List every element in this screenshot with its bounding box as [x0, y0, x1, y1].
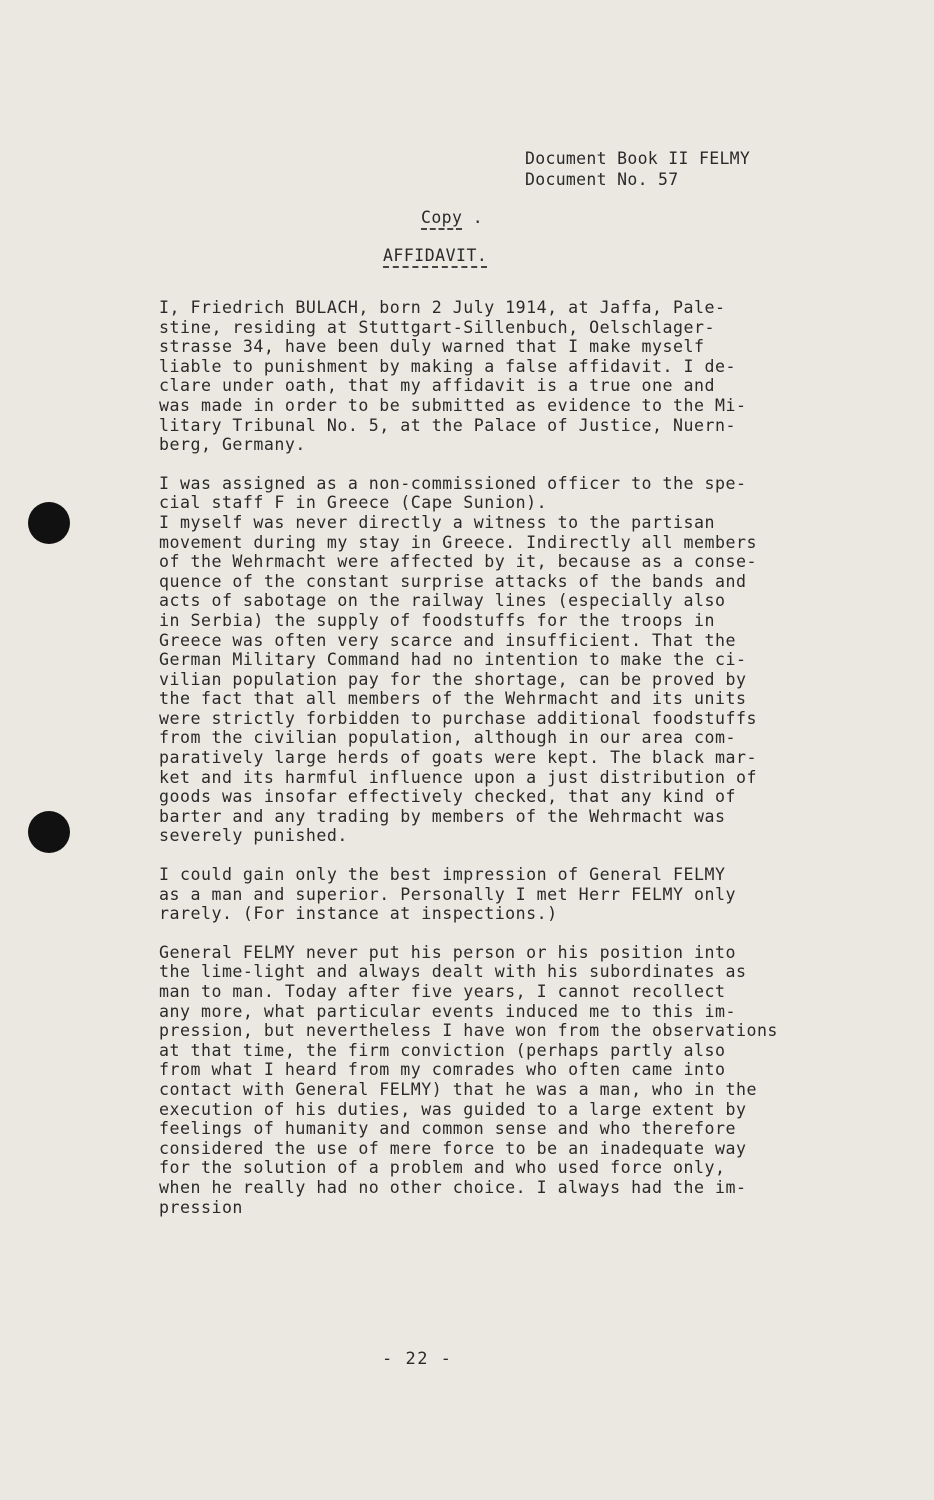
text-line: litary Tribunal No. 5, at the Palace of Justice, Nuern-: [159, 415, 736, 435]
text-line: pression, but nevertheless I have won from the observations: [159, 1021, 778, 1041]
paragraph: [159, 474, 849, 846]
text-line: pression: [159, 1197, 243, 1217]
text-line: the fact that all members of the Wehrmacht and its units: [159, 689, 747, 709]
document-number-label: Document No. 57: [525, 170, 679, 189]
text-line: was made in order to be submitted as evidence to the Mi-: [159, 395, 747, 415]
text-line: berg, Germany.: [159, 435, 306, 455]
affidavit-body: [159, 298, 849, 1236]
text-line: from the civilian population, although in our area com-: [159, 728, 736, 748]
text-line: barter and any trading by members of the Wehrmacht was: [159, 806, 726, 826]
text-line: in Serbia) the supply of foodstuffs for the troops in: [159, 610, 715, 630]
text-line: vilian population pay for the shortage, can be proved by: [159, 669, 747, 689]
text-line: acts of sabotage on the railway lines (especially also: [159, 591, 726, 611]
text-line: Greece was often very scarce and insufficient. That the: [159, 630, 736, 650]
text-line: German Military Command had no intention to make the ci-: [159, 650, 747, 670]
text-line: clare under oath, that my affidavit is a true one and: [159, 376, 715, 396]
copy-mark: .: [472, 208, 484, 227]
copy-label: Copy: [421, 208, 462, 230]
text-line: I myself was never directly a witness to the partisan: [159, 512, 715, 532]
paragraph: [159, 865, 849, 924]
text-line: for the solution of a problem and who used force only,: [159, 1158, 726, 1178]
text-line: feelings of humanity and common sense and who therefore: [159, 1119, 736, 1139]
text-line: when he really had no other choice. I always had the im-: [159, 1177, 747, 1197]
text-line: General FELMY never put his person or his position into: [159, 942, 736, 962]
affidavit-title: AFFIDAVIT.: [383, 246, 487, 268]
text-line: from what I heard from my comrades who often came into: [159, 1060, 726, 1080]
text-line: paratively large herds of goats were kept. The black mar-: [159, 748, 757, 768]
paragraph: [159, 943, 849, 1217]
text-line: I was assigned as a non-commissioned officer to the spe-: [159, 473, 747, 493]
text-line: strasse 34, have been duly warned that I make myself: [159, 337, 705, 357]
text-line: I, Friedrich BULACH, born 2 July 1914, at Jaffa, Pale-: [159, 298, 726, 317]
text-line: man to man. Today after five years, I cannot recollect: [159, 982, 726, 1001]
binder-hole-bottom: [28, 811, 70, 853]
text-line: severely punished.: [159, 826, 348, 846]
text-line: at that time, the firm conviction (perhaps partly also: [159, 1040, 726, 1060]
text-line: rarely. (For instance at inspections.): [159, 904, 558, 924]
text-line: considered the use of mere force to be an inadequate way: [159, 1138, 747, 1158]
text-line: any more, what particular events induced me to this im-: [159, 1001, 736, 1021]
text-line: cial staff F in Greece (Cape Sunion).: [159, 493, 548, 513]
text-line: as a man and superior. Personally I met Herr FELMY only: [159, 884, 736, 904]
text-line: movement during my stay in Greece. Indirectly all members: [159, 532, 757, 552]
text-line: of the Wehrmacht were affected by it, because as a conse-: [159, 552, 757, 572]
text-line: goods was insofar effectively checked, that any kind of: [159, 787, 736, 807]
text-line: execution of his duties, was guided to a large extent by: [159, 1099, 747, 1119]
text-line: I could gain only the best impression of General FELMY: [159, 865, 726, 885]
text-line: the lime-light and always dealt with his subordinates as: [159, 962, 747, 982]
text-line: liable to punishment by making a false affidavit. I de-: [159, 356, 736, 376]
paragraph: [159, 298, 849, 455]
text-line: were strictly forbidden to purchase additional foodstuffs: [159, 708, 757, 728]
text-line: ket and its harmful influence upon a just distribution of: [159, 767, 757, 787]
page-number: - 22 -: [382, 1349, 453, 1369]
copy-heading: [421, 208, 483, 227]
binder-hole-top: [28, 502, 70, 544]
document-book-label: Document Book II FELMY: [525, 149, 751, 168]
document-reference: [525, 148, 750, 190]
text-line: stine, residing at Stuttgart-Sillenbuch, Oelschlager-: [159, 317, 715, 337]
text-line: contact with General FELMY) that he was a man, who in the: [159, 1079, 757, 1099]
text-line: quence of the constant surprise attacks of the bands and: [159, 571, 747, 591]
